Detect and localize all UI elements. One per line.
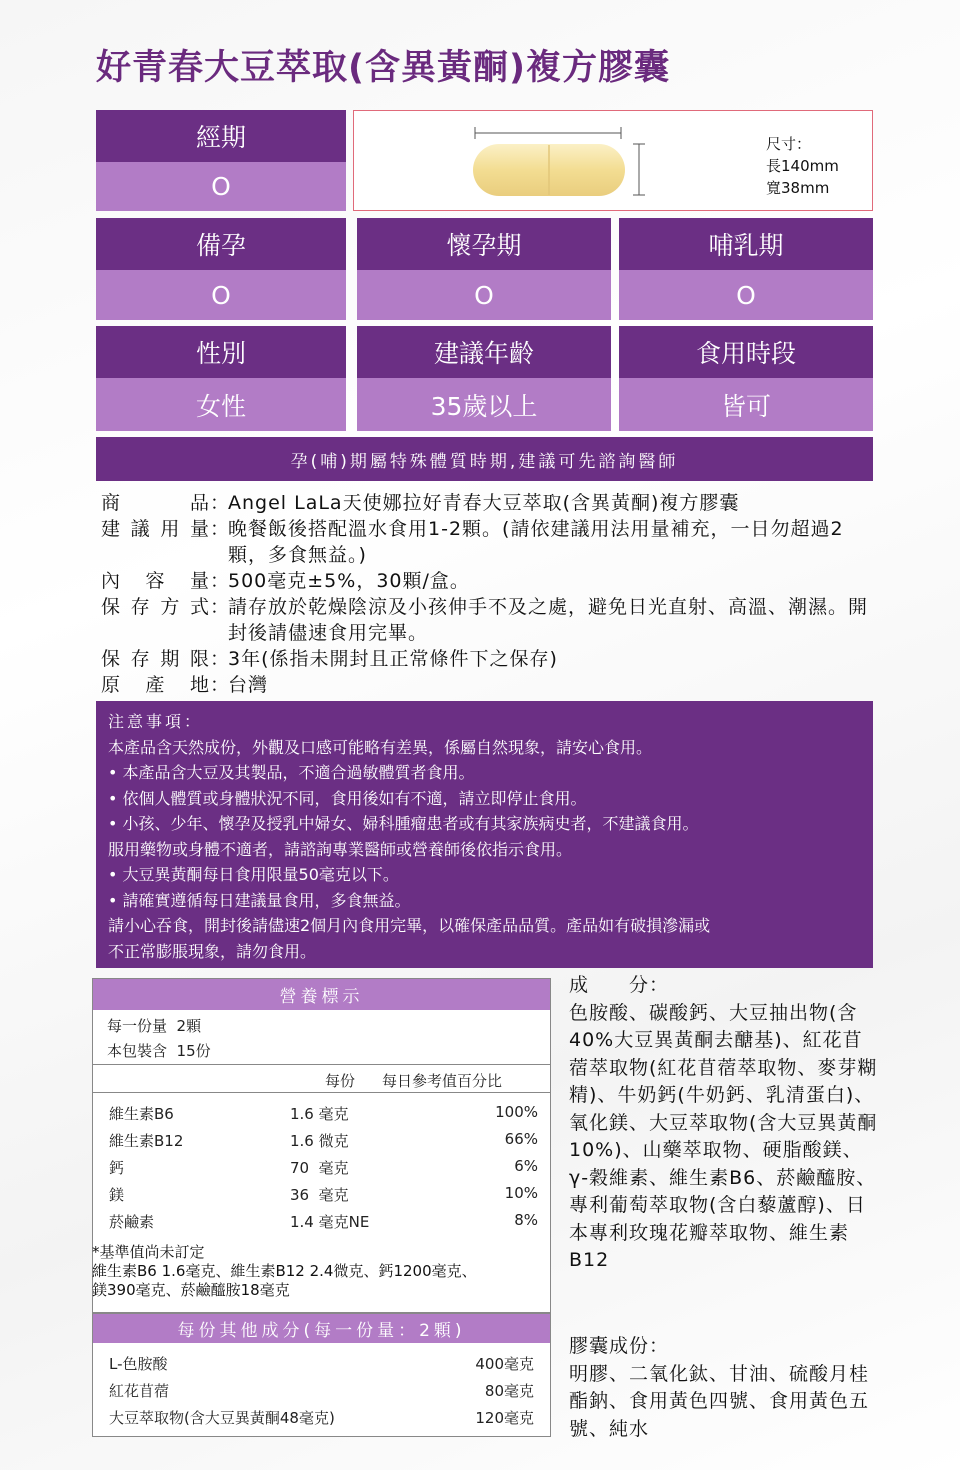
other-name: 紅花苜蓿 xyxy=(109,1382,170,1400)
footnote-line: 維生素B6 1.6毫克、維生素B12 2.4微克、鈣1200毫克、 xyxy=(92,1262,477,1280)
info-label: 建議用量 xyxy=(101,518,210,540)
caution-line: • 本產品含大豆及其製品，不適合過敏體質者食用。 xyxy=(108,763,475,782)
pregnancy-label: 懷孕期 xyxy=(357,218,611,270)
column-per-serving: 每份 xyxy=(325,1072,356,1090)
table-row xyxy=(93,1347,550,1374)
table-row xyxy=(93,1180,550,1207)
size-spec xyxy=(766,133,839,199)
trying-to-conceive-label: 備孕 xyxy=(96,218,346,270)
nutrition-rows xyxy=(93,1093,550,1234)
menstruation-label: 經期 xyxy=(96,110,346,162)
nutrition-title: 營養標示 xyxy=(93,979,550,1010)
nutrition-column-headers xyxy=(93,1064,550,1093)
gender-label: 性別 xyxy=(96,326,346,378)
table-row xyxy=(93,1207,550,1234)
size-length: 長140mm xyxy=(766,157,839,175)
caution-line: • 依個人體質或身體狀況不同，食用後如有不適，請立即停止食用。 xyxy=(108,788,587,808)
size-label: 尺寸： xyxy=(766,135,812,153)
table-row xyxy=(93,1126,550,1153)
info-row: 原產地 ： 台灣 xyxy=(101,672,881,698)
nutrient-daily: 6% xyxy=(514,1157,538,1175)
capsule-ingredients xyxy=(569,1333,879,1443)
servings-per-package: 本包裝含 15份 xyxy=(107,1042,211,1060)
nutrient-name: 維生素B12 xyxy=(109,1132,184,1150)
trying-to-conceive-value: O xyxy=(96,270,346,320)
nutrient-name: 鈣 xyxy=(109,1159,125,1177)
nutrition-footnote xyxy=(92,1243,562,1300)
product-title: 好青春大豆萃取(含異黃酮)複方膠囊 xyxy=(96,48,670,88)
column-daily-value: 每日參考值百分比 xyxy=(382,1072,503,1090)
info-value: 請存放於乾燥陰涼及小孩伸手不及之處，避免日光直射、高溫、潮濕。開封後請儘速食用完畢。 xyxy=(228,596,869,644)
nutrient-daily: 10% xyxy=(504,1184,538,1202)
age-value: 35歲以上 xyxy=(357,378,611,431)
caution-line: 本產品含天然成份，外觀及口感可能略有差異，係屬自然現象，請安心食用。 xyxy=(108,737,653,757)
serving-size: 每一份量 2顆 xyxy=(107,1017,202,1035)
ingredients-text: 色胺酸、碳酸鈣、大豆抽出物(含40%大豆異黃酮去醣基)、紅花苜蓿萃取物(紅花苜蓿萃取物、麥芽糊精)、牛奶鈣(牛奶鈣、乳清蛋白)、氧化鎂、大豆萃取物(含大豆異黃酮10%)、山藥萃取物、硬脂酸鎂、γ-穀維素、維生素B6、菸鹼醯胺、專利葡萄萃取物(含白藜蘆醇)、日本專利玫瑰花瓣萃取物、維生素B12 xyxy=(569,1001,878,1271)
other-ingredients-table xyxy=(92,1313,551,1437)
caution-box xyxy=(96,701,873,968)
nutrient-daily: 66% xyxy=(504,1130,538,1148)
info-value: 台灣 xyxy=(228,674,269,696)
other-name: L-色胺酸 xyxy=(109,1355,168,1373)
capsule-text: 明膠、二氧化鈦、甘油、硫酸月桂酯鈉、食用黃色四號、食用黃色五號、純水 xyxy=(569,1362,870,1440)
nutrient-daily: 100% xyxy=(495,1103,538,1121)
info-value: 500毫克±5%，30顆/盒。 xyxy=(228,570,470,592)
footnote-line: 鎂390毫克、菸鹼醯胺18毫克 xyxy=(92,1281,290,1299)
product-info xyxy=(101,490,881,698)
info-row: 商品 ： Angel LaLa天使娜拉好青春大豆萃取(含異黃酮)複方膠囊 xyxy=(101,490,881,516)
info-value: 晚餐飯後搭配溫水食用1-2顆。(請依建議用法用量補充，一日勿超過2顆，多食無益。) xyxy=(228,518,844,566)
nutrition-serving xyxy=(93,1010,550,1064)
ingredients xyxy=(569,972,879,1275)
timing-label: 食用時段 xyxy=(619,326,873,378)
caution-line: 不正常膨脹現象，請勿食用。 xyxy=(108,941,317,961)
age-label: 建議年齡 xyxy=(357,326,611,378)
footnote-line: *基準值尚未訂定 xyxy=(92,1243,205,1261)
caution-title: 注意事項： xyxy=(108,712,204,731)
capsule-illustration-icon xyxy=(459,111,649,212)
nutrient-amount: 1.4 毫克NE xyxy=(290,1213,370,1231)
info-value: 3年(係指未開封且正常條件下之保存) xyxy=(228,648,558,670)
info-row: 保存期限 ： 3年(係指未開封且正常條件下之保存) xyxy=(101,646,881,672)
nutrient-amount: 36 毫克 xyxy=(290,1186,349,1204)
gender-value: 女性 xyxy=(96,378,346,431)
pregnancy-notice: 孕(哺)期屬特殊體質時期,建議可先諮詢醫師 xyxy=(96,437,873,481)
nutrient-daily: 8% xyxy=(514,1211,538,1229)
nutrient-name: 菸鹼素 xyxy=(109,1213,155,1231)
nutrient-amount: 1.6 毫克 xyxy=(290,1105,349,1123)
table-row xyxy=(93,1401,550,1428)
other-amount: 80毫克 xyxy=(484,1382,534,1400)
info-row: 內容量 ： 500毫克±5%，30顆/盒。 xyxy=(101,568,881,594)
nutrient-name: 鎂 xyxy=(109,1186,125,1204)
caution-line: • 請確實遵循每日建議量食用，多食無益。 xyxy=(108,890,411,910)
table-row xyxy=(93,1099,550,1126)
lactation-label: 哺乳期 xyxy=(619,218,873,270)
caution-line: • 大豆異黃酮每日食用限量50毫克以下。 xyxy=(108,865,399,884)
other-name: 大豆萃取物(含大豆異黃酮48毫克) xyxy=(109,1409,335,1427)
ingredients-title: 成 分： xyxy=(569,974,670,996)
info-row: 建議用量 ： 晚餐飯後搭配溫水食用1-2顆。(請依建議用法用量補充，一日勿超過2顆，多食無益。) xyxy=(101,516,881,568)
info-label: 保存方式 xyxy=(101,596,210,618)
menstruation-value: O xyxy=(96,162,346,211)
timing-value: 皆可 xyxy=(619,378,873,431)
other-amount: 400毫克 xyxy=(475,1355,534,1373)
other-amount: 120毫克 xyxy=(475,1409,534,1427)
capsule-size-box xyxy=(353,110,873,211)
nutrient-amount: 1.6 微克 xyxy=(290,1132,349,1150)
info-row: 保存方式 ： 請存放於乾燥陰涼及小孩伸手不及之處，避免日光直射、高溫、潮濕。開封後請儘速食用完畢。 xyxy=(101,594,881,646)
caution-line: • 小孩、少年、懷孕及授乳中婦女、婦科腫瘤患者或有其家族病史者，不建議食用。 xyxy=(108,814,699,833)
lactation-value: O xyxy=(619,270,873,320)
nutrient-name: 維生素B6 xyxy=(109,1105,174,1123)
nutrient-amount: 70 毫克 xyxy=(290,1159,349,1177)
other-ingredients-title: 每份其他成分(每一份量：2顆) xyxy=(93,1314,550,1343)
pregnancy-value: O xyxy=(357,270,611,320)
caution-line: 服用藥物或身體不適者，請諮詢專業醫師或營養師後依指示食用。 xyxy=(108,839,573,859)
table-row xyxy=(93,1153,550,1180)
info-label: 原產地 xyxy=(101,674,210,696)
info-label: 內容量 xyxy=(101,570,210,592)
table-row xyxy=(93,1374,550,1401)
info-value: Angel LaLa天使娜拉好青春大豆萃取(含異黃酮)複方膠囊 xyxy=(228,492,740,514)
capsule-title: 膠囊成份： xyxy=(569,1335,670,1357)
info-label: 保存期限 xyxy=(101,648,210,670)
size-width: 寬38mm xyxy=(766,179,830,197)
caution-line: 請小心吞食，開封後請儘速2個月內食用完畢，以確保產品品質。產品如有破損滲漏或 xyxy=(108,916,711,935)
info-label: 商品 xyxy=(101,492,210,514)
